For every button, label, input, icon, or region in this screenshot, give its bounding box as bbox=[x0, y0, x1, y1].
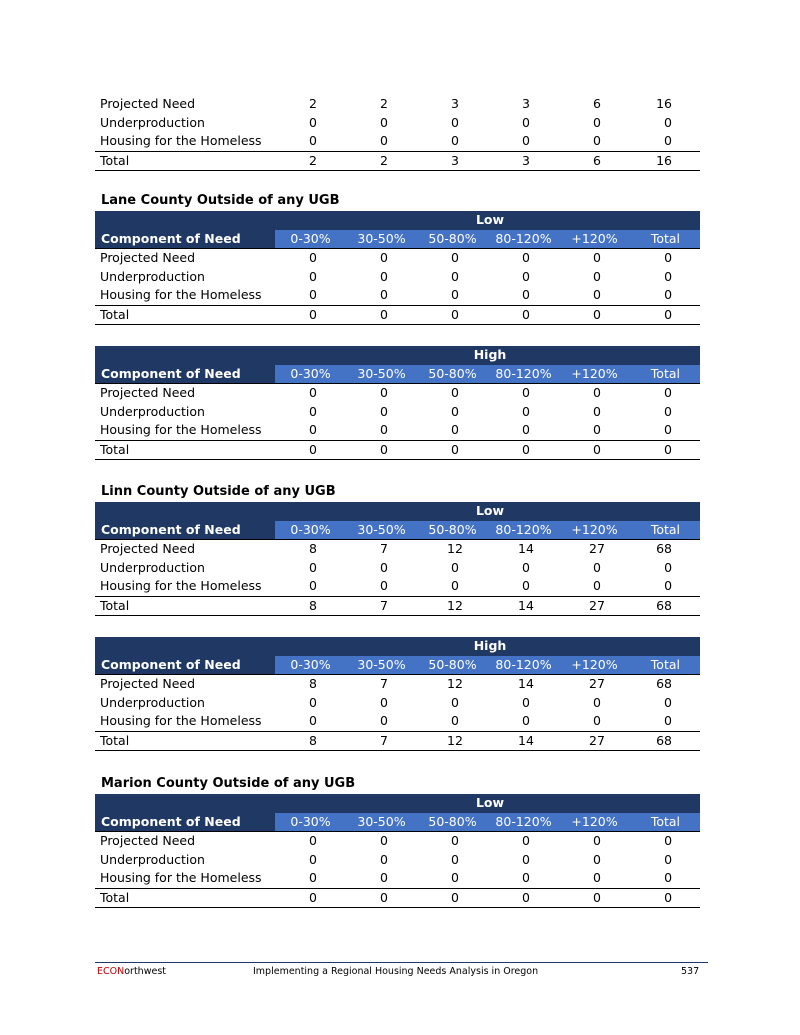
cell-value: 0 bbox=[309, 559, 317, 575]
table-row bbox=[95, 577, 700, 596]
scenario-header-row bbox=[95, 346, 700, 365]
cell-value: 0 bbox=[275, 249, 346, 268]
cell-value: 3 bbox=[522, 96, 530, 111]
top-fragment-table bbox=[95, 95, 700, 171]
lane-high-table bbox=[95, 346, 700, 460]
column-header-income: +120% bbox=[559, 656, 630, 675]
cell-value: 0 bbox=[451, 422, 459, 437]
cell-value: 0 bbox=[380, 713, 388, 728]
cell-value: 0 bbox=[309, 268, 317, 284]
scenario-header-row bbox=[95, 502, 700, 521]
cell-value: 0 bbox=[346, 384, 417, 403]
cell-value: 0 bbox=[488, 384, 559, 403]
column-header-income: 50-80% bbox=[417, 365, 488, 384]
column-header-component: Component of Need bbox=[95, 521, 275, 540]
scenario-label: High bbox=[275, 637, 700, 656]
cell-value: 8 bbox=[275, 540, 346, 559]
row-label: Underproduction bbox=[100, 559, 205, 575]
table-row bbox=[95, 694, 700, 713]
cell-value: 0 bbox=[451, 870, 459, 885]
cell-value: 0 bbox=[488, 440, 559, 460]
table-row bbox=[95, 384, 700, 403]
cell-value: 12 bbox=[417, 596, 488, 616]
cell-value: 7 bbox=[346, 675, 417, 694]
table-row bbox=[95, 869, 700, 888]
column-header-income: 80-120% bbox=[488, 656, 559, 675]
row-label: Total bbox=[95, 151, 275, 171]
total-row bbox=[95, 888, 700, 908]
cell-value: 0 bbox=[593, 133, 601, 148]
cell-value: 0 bbox=[417, 384, 488, 403]
row-label: Housing for the Homeless bbox=[100, 578, 262, 593]
cell-value: 8 bbox=[275, 731, 346, 751]
row-label: Housing for the Homeless bbox=[100, 133, 262, 148]
header-spacer bbox=[95, 502, 275, 521]
cell-value: 7 bbox=[346, 731, 417, 751]
cell-value: 0 bbox=[380, 578, 388, 593]
cell-value: 0 bbox=[593, 422, 601, 437]
cell-value: 0 bbox=[522, 287, 530, 302]
column-header-income: 80-120% bbox=[488, 521, 559, 540]
cell-value: 0 bbox=[593, 870, 601, 885]
cell-value: 0 bbox=[522, 133, 530, 148]
cell-value: 12 bbox=[417, 675, 488, 694]
column-header-total: Total bbox=[630, 230, 700, 249]
row-total-value: 0 bbox=[664, 870, 673, 885]
cell-value: 0 bbox=[559, 832, 630, 851]
cell-value: 0 bbox=[275, 832, 346, 851]
total-row bbox=[95, 440, 700, 460]
cell-value: 0 bbox=[451, 578, 459, 593]
table-row bbox=[95, 832, 700, 851]
cell-value: 0 bbox=[451, 268, 459, 284]
column-header-income: +120% bbox=[559, 813, 630, 832]
cell-value: 0 bbox=[451, 559, 459, 575]
row-total-value: 0 bbox=[630, 384, 700, 403]
row-label: Total bbox=[95, 888, 275, 908]
cell-value: 0 bbox=[275, 888, 346, 908]
cell-value: 27 bbox=[559, 540, 630, 559]
row-label: Total bbox=[95, 440, 275, 460]
row-total-value: 0 bbox=[664, 114, 672, 130]
brand-rest: orthwest bbox=[124, 966, 166, 977]
cell-value: 0 bbox=[275, 384, 346, 403]
row-label: Housing for the Homeless bbox=[100, 422, 262, 437]
cell-value: 0 bbox=[380, 403, 388, 419]
cell-value: 0 bbox=[309, 578, 317, 593]
row-total-value: 16 bbox=[630, 151, 700, 171]
cell-value: 0 bbox=[593, 578, 601, 593]
cell-value: 12 bbox=[417, 731, 488, 751]
cell-value: 7 bbox=[346, 540, 417, 559]
header-spacer bbox=[95, 794, 275, 813]
column-header-income: 0-30% bbox=[275, 365, 346, 384]
column-header-income: +120% bbox=[559, 521, 630, 540]
cell-value: 0 bbox=[417, 888, 488, 908]
cell-value: 2 bbox=[346, 151, 417, 171]
table-row bbox=[95, 540, 700, 559]
table-row bbox=[95, 249, 700, 268]
column-header-income: 30-50% bbox=[346, 365, 417, 384]
cell-value: 0 bbox=[275, 440, 346, 460]
cell-value: 14 bbox=[488, 596, 559, 616]
column-header-income: 50-80% bbox=[417, 813, 488, 832]
cell-value: 0 bbox=[522, 713, 530, 728]
cell-value: 27 bbox=[559, 596, 630, 616]
cell-value: 3 bbox=[451, 96, 459, 111]
cell-value: 0 bbox=[522, 268, 530, 284]
column-header-income: 30-50% bbox=[346, 656, 417, 675]
scenario-label: Low bbox=[275, 502, 700, 521]
cell-value: 3 bbox=[417, 151, 488, 171]
linn-low-table bbox=[95, 502, 700, 616]
cell-value: 0 bbox=[380, 268, 388, 284]
column-header-income: 0-30% bbox=[275, 656, 346, 675]
marion-low-table bbox=[95, 794, 700, 908]
linn-high-table bbox=[95, 637, 700, 751]
cell-value: 0 bbox=[451, 114, 459, 130]
cell-value: 0 bbox=[522, 559, 530, 575]
row-label: Underproduction bbox=[100, 851, 205, 867]
cell-value: 0 bbox=[451, 851, 459, 867]
row-label: Underproduction bbox=[100, 403, 205, 419]
column-header-component: Component of Need bbox=[95, 365, 275, 384]
row-total-value: 0 bbox=[664, 287, 673, 302]
row-label: Projected Need bbox=[100, 96, 196, 111]
column-header-component: Component of Need bbox=[95, 230, 275, 249]
row-label: Projected Need bbox=[95, 249, 275, 268]
cell-value: 0 bbox=[593, 114, 601, 130]
cell-value: 0 bbox=[380, 114, 388, 130]
row-label: Total bbox=[95, 596, 275, 616]
section-title-marion: Marion County Outside of any UGB bbox=[101, 776, 356, 791]
row-total-value: 68 bbox=[630, 675, 700, 694]
column-header-row bbox=[95, 521, 700, 540]
cell-value: 0 bbox=[559, 440, 630, 460]
row-label: Housing for the Homeless bbox=[100, 870, 262, 885]
table-row bbox=[95, 403, 700, 422]
cell-value: 0 bbox=[559, 305, 630, 325]
cell-value: 0 bbox=[522, 422, 530, 437]
cell-value: 0 bbox=[522, 114, 530, 130]
cell-value: 6 bbox=[559, 151, 630, 171]
cell-value: 0 bbox=[380, 559, 388, 575]
row-total-value: 0 bbox=[664, 559, 673, 575]
row-label: Total bbox=[95, 305, 275, 325]
table-row bbox=[95, 95, 700, 114]
lane-low-table bbox=[95, 211, 700, 325]
cell-value: 3 bbox=[488, 151, 559, 171]
row-label: Underproduction bbox=[100, 114, 205, 130]
section-title-linn: Linn County Outside of any UGB bbox=[101, 484, 336, 499]
total-row bbox=[95, 151, 700, 171]
column-header-income: 30-50% bbox=[346, 230, 417, 249]
column-header-total: Total bbox=[630, 365, 700, 384]
cell-value: 0 bbox=[488, 832, 559, 851]
column-header-total: Total bbox=[630, 813, 700, 832]
row-label: Projected Need bbox=[95, 832, 275, 851]
row-total-value: 0 bbox=[664, 268, 673, 284]
cell-value: 0 bbox=[309, 422, 317, 437]
table-row bbox=[95, 421, 700, 440]
footer-doc-title: Implementing a Regional Housing Needs Analysis in Oregon bbox=[253, 966, 539, 977]
footer-brand bbox=[97, 966, 166, 977]
cell-value: 0 bbox=[309, 403, 317, 419]
row-total-value: 68 bbox=[630, 731, 700, 751]
cell-value: 0 bbox=[346, 888, 417, 908]
cell-value: 14 bbox=[488, 675, 559, 694]
cell-value: 0 bbox=[522, 851, 530, 867]
cell-value: 6 bbox=[593, 96, 601, 111]
column-header-row bbox=[95, 230, 700, 249]
cell-value: 0 bbox=[522, 578, 530, 593]
cell-value: 14 bbox=[488, 540, 559, 559]
cell-value: 0 bbox=[346, 305, 417, 325]
table-row bbox=[95, 559, 700, 578]
row-total-value: 0 bbox=[630, 249, 700, 268]
cell-value: 27 bbox=[559, 675, 630, 694]
row-label: Projected Need bbox=[95, 675, 275, 694]
cell-value: 0 bbox=[559, 384, 630, 403]
row-total-value: 0 bbox=[630, 832, 700, 851]
cell-value: 0 bbox=[417, 832, 488, 851]
column-header-income: 0-30% bbox=[275, 521, 346, 540]
table-row bbox=[95, 286, 700, 305]
cell-value: 0 bbox=[451, 133, 459, 148]
scenario-label: Low bbox=[275, 794, 700, 813]
row-total-value: 0 bbox=[630, 305, 700, 325]
cell-value: 0 bbox=[346, 440, 417, 460]
cell-value: 0 bbox=[593, 268, 601, 284]
cell-value: 0 bbox=[559, 249, 630, 268]
row-total-value: 0 bbox=[664, 851, 673, 867]
cell-value: 0 bbox=[309, 694, 317, 710]
table-row bbox=[95, 712, 700, 731]
column-header-income: 50-80% bbox=[417, 230, 488, 249]
cell-value: 2 bbox=[380, 96, 388, 111]
cell-value: 2 bbox=[309, 96, 317, 111]
section-title-lane: Lane County Outside of any UGB bbox=[101, 193, 340, 208]
footer-page-number: 537 bbox=[681, 966, 700, 977]
row-label: Housing for the Homeless bbox=[100, 713, 262, 728]
header-spacer bbox=[95, 346, 275, 365]
header-spacer bbox=[95, 211, 275, 230]
column-header-income: +120% bbox=[559, 365, 630, 384]
column-header-income: 30-50% bbox=[346, 813, 417, 832]
column-header-income: 0-30% bbox=[275, 813, 346, 832]
cell-value: 0 bbox=[451, 694, 459, 710]
table-row bbox=[95, 851, 700, 870]
cell-value: 0 bbox=[522, 694, 530, 710]
cell-value: 0 bbox=[309, 287, 317, 302]
total-row bbox=[95, 305, 700, 325]
column-header-component: Component of Need bbox=[95, 656, 275, 675]
cell-value: 0 bbox=[593, 851, 601, 867]
cell-value: 0 bbox=[309, 851, 317, 867]
cell-value: 0 bbox=[593, 403, 601, 419]
column-header-row bbox=[95, 813, 700, 832]
cell-value: 0 bbox=[380, 422, 388, 437]
row-total-value: 68 bbox=[630, 540, 700, 559]
column-header-income: 0-30% bbox=[275, 230, 346, 249]
table-row bbox=[95, 132, 700, 151]
row-total-value: 0 bbox=[664, 403, 672, 419]
row-total-value: 68 bbox=[630, 596, 700, 616]
scenario-header-row bbox=[95, 794, 700, 813]
row-label: Underproduction bbox=[100, 694, 205, 710]
row-total-value: 0 bbox=[664, 578, 673, 593]
cell-value: 0 bbox=[593, 713, 601, 728]
column-header-total: Total bbox=[630, 656, 700, 675]
row-label: Projected Need bbox=[95, 384, 275, 403]
cell-value: 0 bbox=[593, 694, 601, 710]
scenario-label: High bbox=[275, 346, 700, 365]
cell-value: 0 bbox=[380, 870, 388, 885]
row-label: Total bbox=[95, 731, 275, 751]
cell-value: 0 bbox=[593, 287, 601, 302]
footer-rule bbox=[95, 962, 708, 963]
cell-value: 0 bbox=[522, 870, 530, 885]
row-total-value: 0 bbox=[664, 133, 672, 148]
scenario-header-row bbox=[95, 211, 700, 230]
cell-value: 0 bbox=[417, 440, 488, 460]
column-header-total: Total bbox=[630, 521, 700, 540]
cell-value: 0 bbox=[380, 694, 388, 710]
cell-value: 7 bbox=[346, 596, 417, 616]
cell-value: 0 bbox=[451, 403, 459, 419]
column-header-income: 50-80% bbox=[417, 521, 488, 540]
cell-value: 0 bbox=[380, 133, 388, 148]
row-total-value: 0 bbox=[664, 713, 672, 728]
cell-value: 0 bbox=[488, 249, 559, 268]
cell-value: 0 bbox=[451, 287, 459, 302]
cell-value: 0 bbox=[559, 888, 630, 908]
total-row bbox=[95, 596, 700, 616]
column-header-income: 80-120% bbox=[488, 813, 559, 832]
table-row bbox=[95, 114, 700, 133]
cell-value: 0 bbox=[309, 870, 317, 885]
cell-value: 0 bbox=[309, 713, 317, 728]
cell-value: 0 bbox=[309, 114, 317, 130]
cell-value: 14 bbox=[488, 731, 559, 751]
row-total-value: 0 bbox=[630, 888, 700, 908]
row-label: Housing for the Homeless bbox=[100, 287, 262, 302]
row-total-value: 16 bbox=[656, 96, 672, 111]
cell-value: 8 bbox=[275, 596, 346, 616]
cell-value: 0 bbox=[417, 305, 488, 325]
table-row bbox=[95, 268, 700, 287]
cell-value: 27 bbox=[559, 731, 630, 751]
cell-value: 0 bbox=[488, 888, 559, 908]
header-spacer bbox=[95, 637, 275, 656]
scenario-label: Low bbox=[275, 211, 700, 230]
column-header-component: Component of Need bbox=[95, 813, 275, 832]
cell-value: 0 bbox=[346, 249, 417, 268]
column-header-income: 80-120% bbox=[488, 365, 559, 384]
cell-value: 8 bbox=[275, 675, 346, 694]
column-header-row bbox=[95, 365, 700, 384]
row-total-value: 0 bbox=[664, 422, 672, 437]
cell-value: 0 bbox=[488, 305, 559, 325]
total-row bbox=[95, 731, 700, 751]
cell-value: 0 bbox=[309, 133, 317, 148]
scenario-header-row bbox=[95, 637, 700, 656]
cell-value: 0 bbox=[522, 403, 530, 419]
cell-value: 0 bbox=[275, 305, 346, 325]
row-total-value: 0 bbox=[664, 694, 672, 710]
brand-accent: ECON bbox=[97, 966, 125, 977]
cell-value: 0 bbox=[346, 832, 417, 851]
column-header-income: +120% bbox=[559, 230, 630, 249]
column-header-income: 80-120% bbox=[488, 230, 559, 249]
column-header-income: 30-50% bbox=[346, 521, 417, 540]
cell-value: 12 bbox=[417, 540, 488, 559]
row-total-value: 0 bbox=[630, 440, 700, 460]
column-header-row bbox=[95, 656, 700, 675]
column-header-income: 50-80% bbox=[417, 656, 488, 675]
table-row bbox=[95, 675, 700, 694]
cell-value: 0 bbox=[451, 713, 459, 728]
cell-value: 0 bbox=[380, 287, 388, 302]
cell-value: 0 bbox=[417, 249, 488, 268]
cell-value: 2 bbox=[275, 151, 346, 171]
cell-value: 0 bbox=[380, 851, 388, 867]
cell-value: 0 bbox=[593, 559, 601, 575]
row-label: Underproduction bbox=[100, 268, 205, 284]
row-label: Projected Need bbox=[95, 540, 275, 559]
